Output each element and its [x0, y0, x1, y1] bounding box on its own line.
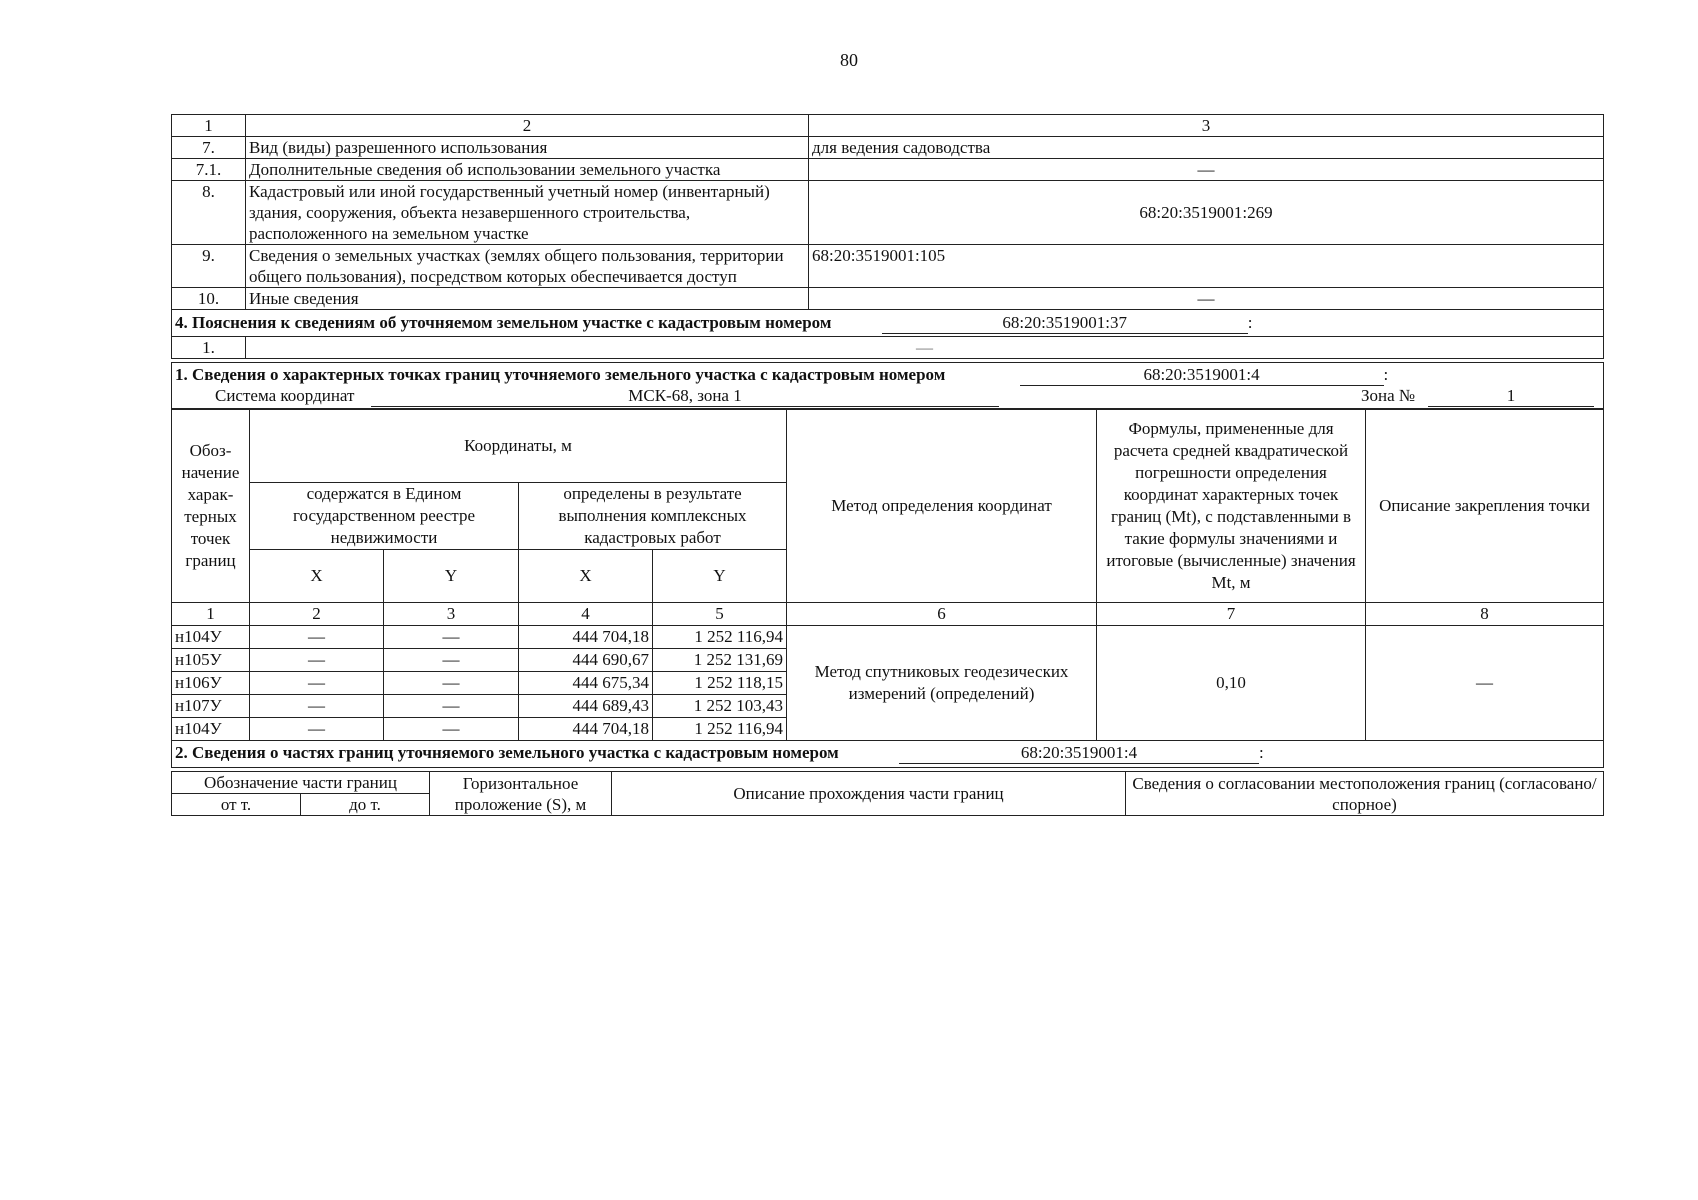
y-egrn: —: [384, 626, 519, 649]
point-name: н104У: [172, 626, 250, 649]
column-numbers-row: [172, 603, 1604, 626]
row-value: —: [246, 337, 1604, 359]
parts-table: [171, 771, 1604, 816]
table-row: [172, 137, 1604, 159]
row-label: Иные сведения: [246, 288, 809, 310]
section4-title-row: [172, 310, 1604, 337]
to-header: до т.: [301, 794, 430, 816]
x-value: 444 689,43: [519, 695, 653, 718]
row-number: 7.: [172, 137, 246, 159]
y-egrn: —: [384, 672, 519, 695]
column-number: 2: [250, 603, 384, 626]
table-row: [172, 181, 1604, 245]
row-value: 68:20:3519001:105: [809, 245, 1604, 288]
row-value: —: [809, 288, 1604, 310]
y-value: 1 252 118,15: [653, 672, 787, 695]
points-header-row: [172, 410, 1604, 483]
x-complex-header: X: [519, 550, 653, 603]
column-number: 3: [384, 603, 519, 626]
row-label: Вид (виды) разрешенного использования: [246, 137, 809, 159]
y-value: 1 252 116,94: [653, 718, 787, 741]
y-egrn: —: [384, 718, 519, 741]
row-number: 10.: [172, 288, 246, 310]
section1-cadastral-number: 68:20:3519001:4: [1020, 365, 1384, 386]
header-col-2: 2: [246, 115, 809, 137]
fixing-value: —: [1366, 626, 1604, 741]
complex-header: определены в результате выполнения комплексных кадастровых работ: [519, 483, 787, 550]
row-label: Сведения о земельных участках (землях общего пользования, территории общего пользования), посредством которых обеспечивается доступ: [246, 245, 809, 288]
colon: :: [1247, 313, 1253, 332]
x-egrn: —: [250, 626, 384, 649]
row-label: Кадастровый или иной государственный учетный номер (инвентарный) здания, сооружения, объекта незавершенного строительства, расположенного на земельном участке: [246, 181, 809, 245]
point-name: н106У: [172, 672, 250, 695]
x-egrn: —: [250, 672, 384, 695]
row-number: 7.1.: [172, 159, 246, 181]
colon: :: [1259, 743, 1264, 762]
agreement-header: Сведения о согласовании местоположения границ (согласовано/спорное): [1126, 772, 1604, 816]
y-egrn-header: Y: [384, 550, 519, 603]
section1-header: [171, 362, 1604, 409]
row-number: 1.: [172, 337, 246, 359]
from-header: от т.: [172, 794, 301, 816]
table-row: [172, 626, 1604, 649]
zone-value: 1: [1428, 386, 1594, 407]
section2-header: [171, 741, 1604, 768]
y-value: 1 252 131,69: [653, 649, 787, 672]
coord-system-label: Система координат: [215, 386, 355, 405]
fixing-header: Описание закрепления точки: [1366, 410, 1604, 603]
column-number: 1: [172, 603, 250, 626]
x-egrn-header: X: [250, 550, 384, 603]
y-egrn: —: [384, 695, 519, 718]
colon: :: [1383, 365, 1389, 384]
x-value: 444 690,67: [519, 649, 653, 672]
point-name: н107У: [172, 695, 250, 718]
table-header-row: [172, 115, 1604, 137]
formulas-header: Формулы, примененные для расчета средней квадратической погрешности определения координат характерных точек границ (Mt), с подставленными в такие формулы значениями и итоговые (вычисленные) значения Mt, м: [1097, 410, 1366, 603]
x-value: 444 675,34: [519, 672, 653, 695]
section2-title: 2. Сведения о частях границ уточняемого земельного участка с кадастровым номером: [175, 743, 839, 762]
coordinates-header: Координаты, м: [250, 410, 787, 483]
row-number: 9.: [172, 245, 246, 288]
horizontal-header: Горизонтальное проложение (S), м: [430, 772, 612, 816]
part-designation-header: Обозначение части границ: [172, 772, 430, 794]
row-value: —: [809, 159, 1604, 181]
x-value: 444 704,18: [519, 718, 653, 741]
y-value: 1 252 116,94: [653, 626, 787, 649]
section1-title: 1. Сведения о характерных точках границ уточняемого земельного участка с кадастровым номером: [175, 365, 946, 384]
x-egrn: —: [250, 718, 384, 741]
x-egrn: —: [250, 649, 384, 672]
land-info-table: [171, 114, 1604, 359]
section4-row: [172, 337, 1604, 359]
y-egrn: —: [384, 649, 519, 672]
designation-header: Обоз- начение харак- терных точек границ: [172, 410, 250, 603]
row-value: для ведения садоводства: [809, 137, 1604, 159]
y-value: 1 252 103,43: [653, 695, 787, 718]
section4-title: 4. Пояснения к сведениям об уточняемом земельном участке с кадастровым номером: [175, 313, 832, 332]
table-row: [172, 288, 1604, 310]
zone-label: Зона №: [1361, 386, 1416, 405]
points-table: [171, 409, 1604, 741]
description-header: Описание прохождения части границ: [612, 772, 1126, 816]
column-number: 5: [653, 603, 787, 626]
section2-cadastral-number: 68:20:3519001:4: [899, 743, 1259, 764]
egrn-header: содержатся в Едином государственном реестре недвижимости: [250, 483, 519, 550]
row-value: 68:20:3519001:269: [809, 181, 1604, 245]
row-label: Дополнительные сведения об использовании земельного участка: [246, 159, 809, 181]
column-number: 6: [787, 603, 1097, 626]
table-row: [172, 245, 1604, 288]
header-col-3: 3: [809, 115, 1604, 137]
column-number: 4: [519, 603, 653, 626]
header-col-1: 1: [172, 115, 246, 137]
table-row: [172, 159, 1604, 181]
point-name: н105У: [172, 649, 250, 672]
coord-system-value: МСК-68, зона 1: [371, 386, 999, 407]
point-name: н104У: [172, 718, 250, 741]
parts-header-row: [172, 772, 1604, 794]
section4-cadastral-number: 68:20:3519001:37: [882, 312, 1248, 334]
column-number: 7: [1097, 603, 1366, 626]
x-value: 444 704,18: [519, 626, 653, 649]
method-header: Метод определения координат: [787, 410, 1097, 603]
row-number: 8.: [172, 181, 246, 245]
mt-value: 0,10: [1097, 626, 1366, 741]
method-value: Метод спутниковых геодезических измерений (определений): [787, 626, 1097, 741]
x-egrn: —: [250, 695, 384, 718]
column-number: 8: [1366, 603, 1604, 626]
document-body: [171, 114, 1604, 816]
page-number: 80: [840, 50, 858, 70]
y-complex-header: Y: [653, 550, 787, 603]
